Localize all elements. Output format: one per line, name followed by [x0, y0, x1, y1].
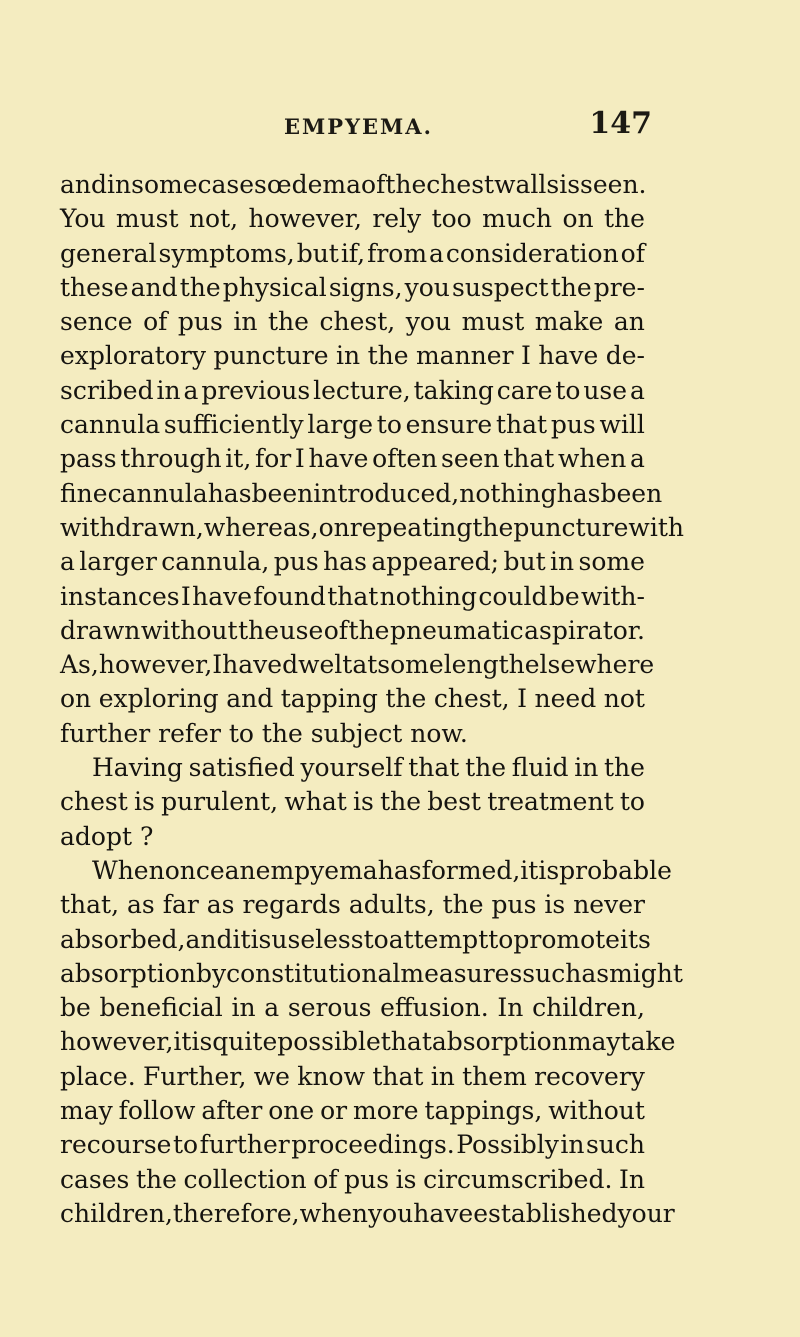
- word: that: [408, 753, 460, 783]
- word: children,: [532, 993, 645, 1023]
- word: is: [395, 1164, 417, 1194]
- word: that: [327, 581, 379, 611]
- word: however,: [248, 204, 362, 234]
- word: is: [191, 1027, 213, 1057]
- word: absorption: [431, 1027, 568, 1057]
- word: the: [604, 753, 645, 783]
- word: is: [538, 855, 560, 885]
- word: cannula: [60, 410, 161, 440]
- word: it: [173, 1027, 192, 1057]
- word: not: [603, 684, 645, 714]
- text-line: [60, 477, 663, 511]
- word: has: [377, 855, 422, 885]
- word: a: [629, 375, 645, 405]
- word: could: [478, 581, 548, 611]
- word: As,: [60, 650, 99, 680]
- word: of: [361, 170, 386, 199]
- word: you: [367, 1198, 414, 1228]
- text-line: [60, 1094, 645, 1128]
- word: to: [619, 787, 645, 817]
- word: be: [60, 993, 91, 1023]
- word: scribed: [60, 375, 154, 405]
- word: however,: [60, 1027, 174, 1057]
- word: and: [185, 924, 233, 954]
- word: withdrawn,: [60, 512, 204, 542]
- word: for: [254, 444, 292, 474]
- word: you: [404, 272, 450, 302]
- word: appeared;: [371, 547, 500, 577]
- word: the: [348, 615, 390, 645]
- text-line: [60, 991, 645, 1025]
- word: lecture,: [313, 375, 411, 405]
- paragraph-first-line: [92, 751, 645, 785]
- word: seen.: [580, 170, 647, 199]
- word: such: [522, 958, 582, 988]
- word: nothing: [459, 478, 557, 508]
- word: rely: [372, 204, 422, 234]
- word: pus: [273, 547, 319, 577]
- word: know: [297, 1061, 365, 1091]
- word: but: [503, 547, 546, 577]
- word: when: [557, 444, 627, 474]
- word: signs,: [328, 272, 403, 302]
- word: large: [307, 410, 374, 440]
- word: need: [534, 684, 597, 714]
- word: it,: [225, 444, 252, 474]
- word: follow: [118, 1096, 196, 1126]
- word: larger: [79, 547, 157, 577]
- word: whereas,: [203, 512, 319, 542]
- text-line: [60, 923, 651, 957]
- word: general: [60, 238, 157, 268]
- word: to: [363, 924, 389, 954]
- text-line: [60, 271, 645, 305]
- word: in: [107, 170, 132, 199]
- word: absorption: [60, 958, 196, 988]
- word: the: [472, 512, 514, 542]
- word: I: [212, 650, 223, 680]
- word: the: [385, 170, 427, 199]
- word: much: [482, 204, 553, 234]
- word: some: [377, 650, 444, 680]
- word: constitutional: [226, 958, 401, 988]
- word: of: [143, 307, 168, 337]
- word: empyema: [255, 855, 378, 885]
- word: you: [405, 307, 452, 337]
- word: serous: [287, 993, 372, 1023]
- word: taking: [413, 375, 494, 405]
- word: through: [120, 444, 222, 474]
- word: been: [251, 478, 314, 508]
- word: I: [294, 444, 305, 474]
- text-line: [60, 1163, 645, 1197]
- word: attempt: [388, 924, 489, 954]
- word: is: [250, 924, 272, 954]
- word: chest: [60, 787, 128, 817]
- word: cases: [197, 170, 267, 199]
- word: drawn: [60, 615, 141, 645]
- word: therefore,: [172, 1198, 300, 1228]
- word: previous: [201, 375, 311, 405]
- word: the: [603, 204, 645, 234]
- word: has: [323, 547, 367, 577]
- word: in: [560, 1130, 585, 1160]
- word: exploratory: [60, 341, 206, 371]
- word: some: [578, 547, 645, 577]
- word: repeating: [349, 512, 473, 542]
- word: as: [206, 890, 235, 920]
- word: what: [284, 787, 347, 817]
- word: when: [299, 1198, 368, 1228]
- word: elsewhere: [524, 650, 655, 680]
- word: useless: [271, 924, 364, 954]
- paragraph-first-line: [92, 854, 672, 888]
- text-line: [60, 785, 645, 819]
- word: is: [353, 787, 374, 817]
- word: in: [156, 375, 181, 405]
- word: have: [413, 1198, 474, 1228]
- word: collection: [183, 1164, 307, 1194]
- word: the: [380, 787, 422, 817]
- word: or: [320, 1096, 348, 1126]
- word: the: [550, 272, 592, 302]
- word: promote: [513, 924, 620, 954]
- word: established: [473, 1198, 618, 1228]
- text-line: [60, 202, 645, 236]
- word: possible: [277, 1027, 381, 1057]
- word: In: [497, 993, 524, 1023]
- word: œdema: [266, 170, 362, 199]
- word: effusion.: [380, 993, 489, 1023]
- word: use: [279, 615, 324, 645]
- word: dwelt: [282, 650, 353, 680]
- word: In: [619, 1164, 645, 1194]
- word: satisfied: [188, 753, 295, 783]
- word: in: [231, 993, 256, 1023]
- word: best: [427, 787, 481, 817]
- word: purulent,: [161, 787, 279, 817]
- word: must: [461, 307, 525, 337]
- word: recovery: [534, 1061, 645, 1091]
- word: to: [488, 924, 514, 954]
- word: a: [264, 993, 280, 1023]
- word: the: [238, 615, 280, 645]
- word: symptoms,: [158, 238, 295, 268]
- word: as: [127, 890, 155, 920]
- word: physical: [222, 272, 327, 302]
- word: the: [465, 753, 507, 783]
- word: must: [115, 204, 179, 234]
- word: and: [60, 170, 108, 199]
- word: take: [620, 1027, 676, 1057]
- word: that: [380, 1027, 432, 1057]
- text-line: [60, 888, 645, 922]
- word: the: [268, 307, 309, 337]
- word: at: [352, 650, 378, 680]
- word: chest,: [433, 684, 510, 714]
- text-line: [60, 957, 683, 991]
- word: of: [313, 1164, 338, 1194]
- word: a: [183, 375, 199, 405]
- word: instances: [60, 581, 180, 611]
- word: probable: [559, 855, 672, 885]
- word: them: [462, 1061, 527, 1091]
- running-title: EMPYEMA.: [284, 114, 433, 139]
- word: treatment: [487, 787, 614, 817]
- word: a: [60, 547, 75, 577]
- word: pus: [177, 307, 223, 337]
- word: recourse: [60, 1130, 172, 1160]
- word: circumscribed.: [423, 1164, 613, 1194]
- word: cannula,: [161, 547, 270, 577]
- word: fine: [60, 478, 108, 508]
- word: measures: [400, 958, 523, 988]
- word: often: [372, 444, 438, 474]
- word: fluid: [511, 753, 569, 783]
- word: puncture: [213, 341, 329, 371]
- word: that: [372, 1061, 424, 1091]
- word: puncture: [513, 512, 629, 542]
- word: proceedings.: [291, 1130, 455, 1160]
- word: to: [172, 1130, 199, 1160]
- word: make: [534, 307, 604, 337]
- word: cases: [60, 1164, 130, 1194]
- word: by: [195, 958, 227, 988]
- word: is: [544, 890, 566, 920]
- word: tappings,: [424, 1096, 543, 1126]
- word: after: [201, 1096, 263, 1126]
- word: the: [367, 341, 409, 371]
- text-line: [60, 511, 684, 545]
- word: is: [134, 787, 155, 817]
- word: far: [162, 890, 199, 920]
- word: is: [559, 170, 581, 199]
- text-line: [60, 682, 645, 716]
- word: may: [60, 1096, 113, 1126]
- word: exploring: [98, 684, 219, 714]
- word: pneumatic: [389, 615, 524, 645]
- word: the: [385, 684, 427, 714]
- text-line: [60, 545, 645, 579]
- word: introduced,: [313, 478, 460, 508]
- text-line: [60, 237, 645, 271]
- paragraph-end-line: adopt ?: [60, 821, 154, 851]
- word: have: [538, 341, 599, 371]
- word: have: [192, 581, 253, 611]
- running-head: [252, 104, 652, 141]
- word: be: [548, 581, 580, 611]
- word: I: [517, 684, 527, 714]
- text-line: [60, 1025, 676, 1059]
- word: absorbed,: [60, 924, 186, 954]
- word: too: [431, 204, 472, 234]
- word: in: [550, 547, 575, 577]
- word: and: [130, 272, 178, 302]
- word: have: [308, 444, 369, 474]
- word: Having: [92, 753, 183, 783]
- word: will: [599, 410, 645, 440]
- text-line: [60, 580, 645, 614]
- word: length: [443, 650, 525, 680]
- page-number: 147: [589, 106, 652, 141]
- word: might: [609, 958, 683, 988]
- word: found: [253, 581, 326, 611]
- word: a: [429, 238, 444, 268]
- word: suspect: [451, 272, 549, 302]
- word: regards: [242, 890, 341, 920]
- word: with-: [580, 581, 645, 611]
- text-line: [60, 408, 645, 442]
- word: from: [367, 238, 428, 268]
- word: the: [442, 890, 484, 920]
- word: walls: [494, 170, 560, 199]
- word: an: [613, 307, 645, 337]
- text-line: [60, 442, 645, 476]
- word: such: [585, 1130, 645, 1160]
- word: chest: [426, 170, 495, 199]
- word: and: [226, 684, 274, 714]
- word: but: [296, 238, 339, 268]
- word: adults,: [348, 890, 435, 920]
- word: these: [60, 272, 129, 302]
- body-text: [0, 168, 800, 1231]
- word: a: [630, 444, 645, 474]
- word: chest,: [319, 307, 396, 337]
- word: seen: [440, 444, 500, 474]
- word: I: [520, 341, 531, 371]
- word: ensure: [405, 410, 493, 440]
- word: formed,: [421, 855, 521, 885]
- word: of: [323, 615, 349, 645]
- word: an: [224, 855, 256, 885]
- word: however,: [98, 650, 213, 680]
- word: pus: [491, 890, 537, 920]
- text-line: [60, 1060, 645, 1094]
- word: may: [567, 1027, 621, 1057]
- text-line: [60, 648, 655, 682]
- text-line: [60, 1128, 645, 1162]
- word: quite: [212, 1027, 278, 1057]
- word: on: [60, 684, 92, 714]
- word: cannula: [107, 478, 208, 508]
- word: not,: [188, 204, 239, 234]
- word: once: [164, 855, 225, 885]
- word: use: [583, 375, 628, 405]
- word: of: [620, 238, 645, 268]
- word: care: [496, 375, 553, 405]
- word: it: [232, 924, 251, 954]
- text-line: [60, 374, 645, 408]
- word: to: [376, 410, 402, 440]
- word: Further,: [142, 1061, 247, 1091]
- word: pus: [550, 410, 596, 440]
- word: You: [60, 204, 106, 234]
- word: never: [573, 890, 645, 920]
- word: pre-: [593, 272, 645, 302]
- word: more: [353, 1096, 419, 1126]
- word: the: [135, 1164, 177, 1194]
- word: Possibly: [456, 1130, 559, 1160]
- word: your: [617, 1198, 675, 1228]
- word: consideration: [445, 238, 619, 268]
- word: sence: [60, 307, 133, 337]
- text-line: [60, 1197, 675, 1231]
- word: yourself: [300, 753, 403, 783]
- paragraph-end-line: further refer to the subject now.: [60, 718, 468, 748]
- word: that: [495, 410, 548, 440]
- word: de-: [605, 341, 645, 371]
- word: it: [520, 855, 539, 885]
- word: with: [628, 512, 684, 542]
- word: been: [600, 478, 663, 508]
- text-line: [60, 614, 645, 648]
- word: has: [556, 478, 601, 508]
- word: in: [336, 341, 361, 371]
- word: children,: [60, 1198, 173, 1228]
- word: aspirator.: [524, 615, 645, 645]
- text-line: [60, 339, 645, 373]
- word: on: [562, 204, 594, 234]
- word: that,: [60, 890, 120, 920]
- word: tapping: [280, 684, 378, 714]
- text-line: [60, 305, 645, 339]
- word: the: [179, 272, 221, 302]
- word: has: [207, 478, 252, 508]
- word: further: [199, 1130, 290, 1160]
- word: that: [503, 444, 555, 474]
- word: in: [233, 307, 258, 337]
- word: without: [140, 615, 238, 645]
- word: in: [430, 1061, 455, 1091]
- word: if,: [340, 238, 366, 268]
- word: some: [131, 170, 198, 199]
- word: pass: [60, 444, 117, 474]
- word: sufficiently: [163, 410, 304, 440]
- word: as: [581, 958, 610, 988]
- word: nothing: [379, 581, 478, 611]
- word: manner: [415, 341, 514, 371]
- word: I: [180, 581, 191, 611]
- word: its: [619, 924, 651, 954]
- word: on: [318, 512, 350, 542]
- word: beneficial: [99, 993, 223, 1023]
- word: one: [268, 1096, 315, 1126]
- word: place.: [60, 1061, 136, 1091]
- word: we: [253, 1061, 290, 1091]
- word: to: [555, 375, 581, 405]
- word: in: [574, 753, 599, 783]
- text-line: [60, 168, 645, 202]
- word: have: [222, 650, 283, 680]
- word: pus: [344, 1164, 390, 1194]
- word: When: [92, 855, 165, 885]
- word: without: [548, 1096, 645, 1126]
